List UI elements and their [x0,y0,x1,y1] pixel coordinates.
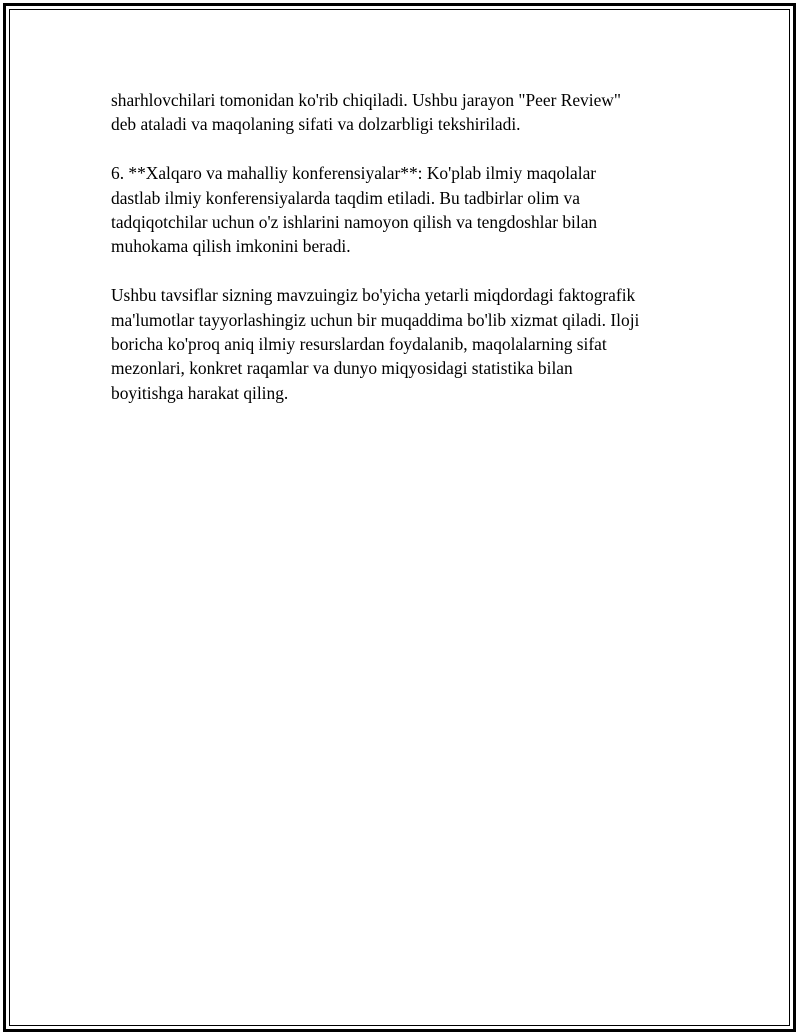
text-line: dastlab ilmiy konferensiyalarda taqdim etiladi. Bu tadbirlar olim va [111,187,580,208]
document-body [111,88,681,430]
paragraph-conclusion [111,283,681,405]
text-line: muhokama qilish imkonini beradi. [111,236,351,257]
text-line: boyitishga harakat qiling. [111,382,289,403]
text-line: mezonlari, konkret raqamlar va dunyo miqyosidagi statistika bilan [111,358,573,379]
text-line: sharhlovchilari tomonidan ko'rib chiqiladi. Ushbu jarayon "Peer Review" [111,90,621,110]
text-line: boricha ko'proq aniq ilmiy resurslardan foydalanib, maqolalarning sifat [111,334,607,355]
text-line: Ushbu tavsiflar sizning mavzuingiz bo'yicha yetarli miqdordagi faktografik [111,285,636,306]
paragraph-peer-review [111,88,681,137]
text-line: deb ataladi va maqolaning sifati va dolzarbligi tekshiriladi. [111,114,521,135]
text-line: tadqiqotchilar uchun o'z ishlarini namoyon qilish va tengdoshlar bilan [111,212,598,233]
paragraph-conferences [111,161,681,259]
text-line: 6. **Xalqaro va mahalliy konferensiyalar**: Ko'plab ilmiy maqolalar [111,163,597,184]
text-line: ma'lumotlar tayyorlashingiz uchun bir muqaddima bo'lib xizmat qiladi. Iloji [111,309,640,330]
